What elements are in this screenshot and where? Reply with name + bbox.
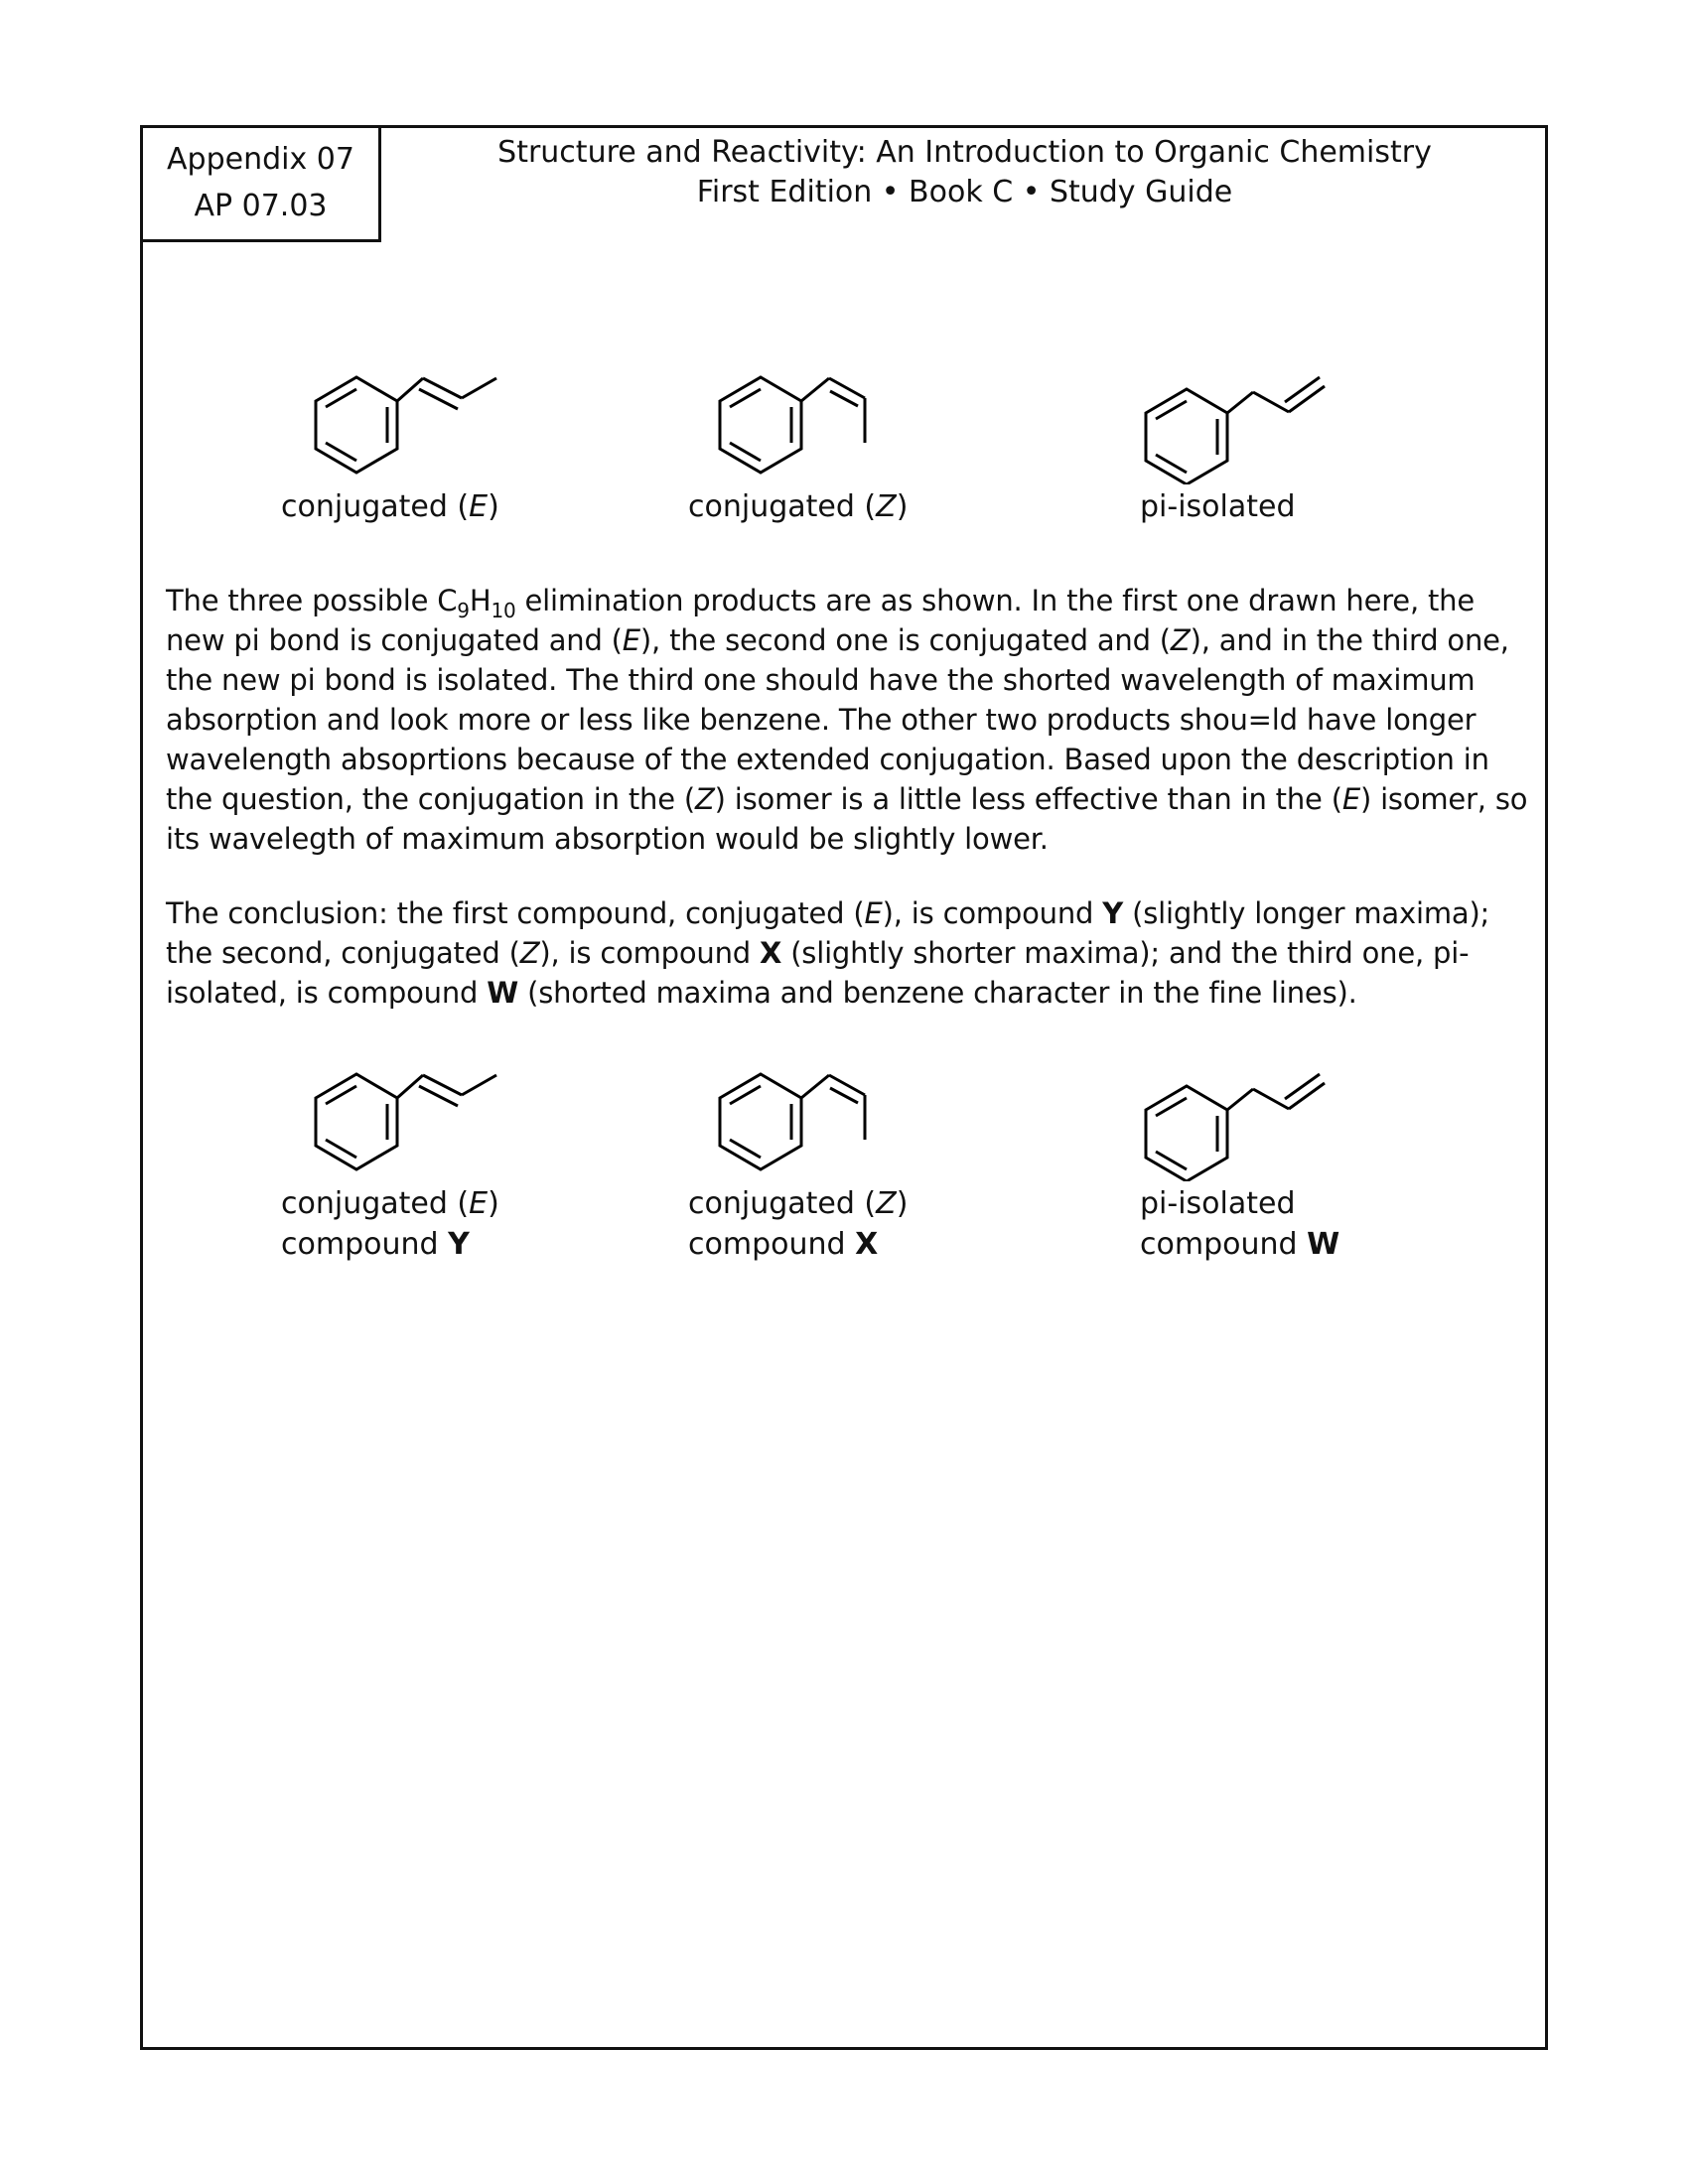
conclusion-paragraph <box>166 893 1536 1013</box>
caption-e-bottom <box>281 1183 499 1265</box>
caption-text: conjugated ( <box>281 1186 470 1221</box>
text-run: H <box>469 584 492 617</box>
text-run: ) isomer, so its wavelegth of maximum absorption would be slightly lower. <box>166 782 1528 856</box>
caption-line <box>1140 1183 1339 1224</box>
compound-letter: Y <box>448 1227 470 1262</box>
caption-text: ) <box>896 489 909 524</box>
caption-line <box>281 1183 499 1224</box>
caption-text: conjugated ( <box>281 489 470 524</box>
molecule-z-isomer-top <box>705 365 904 484</box>
compound-line <box>688 1224 908 1265</box>
subscript: 10 <box>491 598 516 622</box>
isomer-letter: Z <box>519 936 540 970</box>
book-title: Structure and Reactivity: An Introduction to Organic Chemistry <box>497 135 1432 170</box>
molecule-z-isomer-bottom <box>705 1062 904 1181</box>
caption-text: conjugated ( <box>688 1186 877 1221</box>
text-run: The three possible C <box>166 584 458 617</box>
text-run: The conclusion: the first compound, conjugated ( <box>166 896 865 930</box>
appendix-code: AP 07.03 <box>194 189 328 223</box>
caption-text: pi-isolated <box>1140 1186 1296 1221</box>
compound-letter: X <box>760 936 782 970</box>
molecule-pi-isolated-top <box>1132 365 1350 484</box>
caption-text: ) <box>896 1186 909 1221</box>
caption-text: ) <box>488 489 499 524</box>
text-run: ), the second one is conjugated and ( <box>639 623 1171 657</box>
explanation-paragraph <box>166 581 1536 859</box>
isomer-letter: Z <box>1170 623 1191 657</box>
caption-text: conjugated ( <box>688 489 877 524</box>
text-run: (slightly shorter maxima); and the third one, pi-isolated, is compound <box>166 936 1470 1010</box>
isomer-letter: Z <box>876 489 897 524</box>
text-run: ) isomer is a little less effective than in the ( <box>714 782 1342 816</box>
text-run: (slightly longer maxima); the second, conjugated ( <box>166 896 1490 970</box>
caption-e-top <box>281 486 499 527</box>
caption-pi-isolated-bottom <box>1140 1183 1339 1265</box>
compound-letter: W <box>1307 1227 1340 1262</box>
isomer-letter: E <box>469 489 489 524</box>
text-run: elimination products are as shown. In the first one drawn here, the new pi bond is conjugated and ( <box>166 584 1475 657</box>
caption-text: compound <box>281 1227 449 1262</box>
text-run: ), and in the third one, the new pi bond is isolated. The third one should have the shorted wavelength of maximum absorption and look more or less like benzene. The other two products shou=ld have longer wavelength absoprtions because of the extended conjugation. Based upon the description in the question, the conjugation in the ( <box>166 623 1509 816</box>
text-run: ), is compound <box>539 936 760 970</box>
caption-text: ) <box>488 1186 499 1221</box>
appendix-box <box>140 125 381 242</box>
compound-letter: X <box>855 1227 879 1262</box>
appendix-label: Appendix 07 <box>167 142 354 177</box>
caption-pi-isolated-top <box>1140 486 1296 527</box>
molecule-pi-isolated-bottom <box>1132 1062 1350 1181</box>
molecule-e-isomer-bottom <box>298 1062 516 1181</box>
caption-line <box>688 1183 908 1224</box>
caption-text: pi-isolated <box>1140 489 1296 524</box>
compound-line <box>281 1224 499 1265</box>
caption-text: compound <box>1140 1227 1308 1262</box>
header-title <box>381 133 1548 212</box>
caption-z-bottom <box>688 1183 908 1265</box>
isomer-letter: E <box>1341 782 1360 816</box>
caption-z-top <box>688 486 908 527</box>
isomer-letter: E <box>622 623 640 657</box>
caption-text: compound <box>688 1227 856 1262</box>
isomer-letter: E <box>864 896 883 930</box>
molecule-e-isomer-top <box>298 365 516 484</box>
text-run: ), is compound <box>882 896 1103 930</box>
edition-line: First Edition • Book C • Study Guide <box>696 175 1233 209</box>
isomer-letter: Z <box>694 782 715 816</box>
isomer-letter: Z <box>876 1186 897 1221</box>
compound-letter: W <box>487 976 519 1010</box>
compound-letter: Y <box>1102 896 1124 930</box>
isomer-letter: E <box>469 1186 489 1221</box>
text-run: (shorted maxima and benzene character in the fine lines). <box>518 976 1357 1010</box>
compound-line <box>1140 1224 1339 1265</box>
subscript: 9 <box>457 598 470 622</box>
